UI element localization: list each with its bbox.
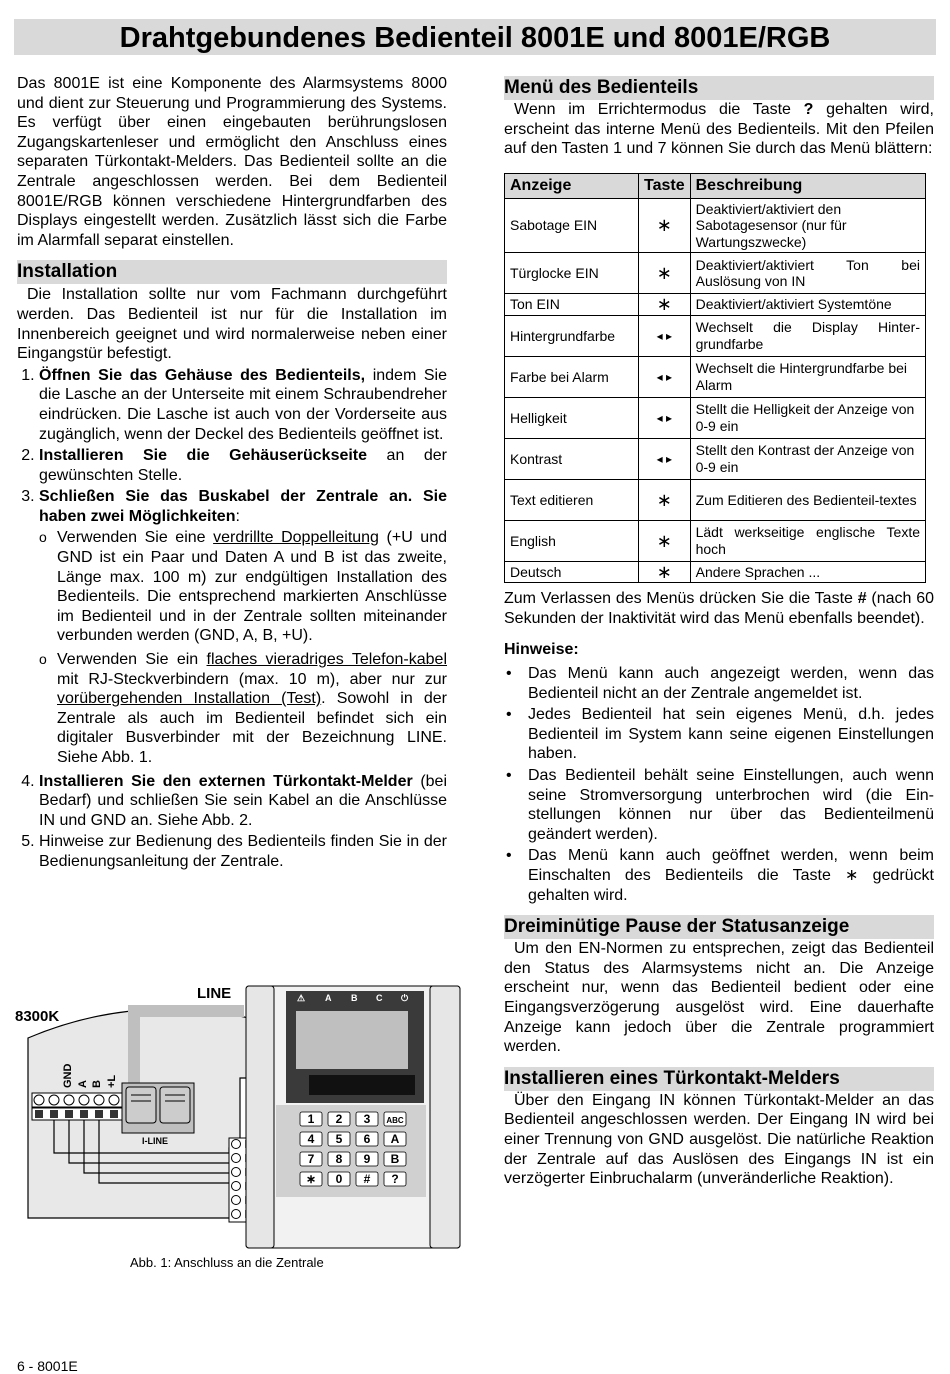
notes-heading: Hinweise: (504, 641, 579, 659)
table-row: Ton EIN ∗ Deaktiviert/aktiviert Systemtöne (505, 294, 926, 316)
step-5-text: Hinweise zur Bedienung des Bedienteils finden Sie in der Bedienungsanleitung der Zentrale. (39, 833, 447, 870)
menu-intro: Wenn im Errichtermodus die Taste ? gehalten wird, erscheint das interne Menü des Bedienteils. Mit den Pfeilen auf den Tasten 1 und 7 können Sie durch das Menü blättern: (504, 101, 934, 158)
arrow-keys-icon: ◂ ▸ (639, 356, 691, 397)
circle-bullet-icon: o (39, 529, 47, 546)
option-2-underline-2: vorübergehenden Installation (Test) (57, 690, 322, 708)
table-row: Deutsch ∗ Andere Sprachen ... (505, 561, 926, 583)
col-taste: Taste (639, 173, 691, 198)
menu-table (504, 173, 926, 584)
asterisk-key-icon: ∗ (845, 867, 859, 884)
bullet-icon: • (506, 767, 512, 785)
col-beschreibung: Beschreibung (690, 173, 925, 198)
svg-text:B: B (351, 993, 358, 1003)
panel-label: 8300K (15, 1008, 60, 1025)
asterisk-key-icon: ∗ (639, 294, 691, 316)
door-text: Über den Eingang IN können Türkontakt-Melder an das Bedienteil angeschlossen werden. Der Eingang IN wird bei einer Trennung von GND ausgelöst. Die natürliche Reaktion der Zentrale auf das Auslösen des Eingangs IN ist ein verzögerter Einbruchalarm (unveränderliche Reaktion). (504, 1091, 934, 1188)
page-title: Drahtgebundenes Bedienteil 8001E und 8001E/RGB (119, 22, 831, 54)
step-2-bold: Installieren Sie die Gehäuserückseite (39, 447, 368, 465)
svg-text:0: 0 (335, 1172, 343, 1186)
connection-options (39, 528, 447, 767)
step-1 (39, 366, 447, 444)
power-icon: ⏻ (401, 993, 409, 1003)
notes-list (504, 664, 934, 905)
svg-text:4: 4 (307, 1132, 315, 1146)
right-column (504, 76, 934, 1189)
svg-text:5: 5 (335, 1132, 343, 1146)
step-4-text: (bei Bedarf) und schließen Sie sein Kabel an die Anschlüsse IN und GND an. Siehe Abb. 2. (39, 772, 448, 829)
table-row: Sabotage EIN ∗ Deaktiviert/aktiviert den Sabotagesensor (nur für Wartungszwecke) (505, 198, 926, 253)
svg-text:9: 9 (363, 1152, 371, 1166)
svg-text:2: 2 (335, 1112, 343, 1126)
svg-text:3: 3 (363, 1112, 371, 1126)
step-4-bold: Installieren Sie den externen Türkontakt-Melder (39, 772, 413, 790)
list-item: • Das Bedienteil behält seine Einstellungen, auch wenn seine Stromversorgung unterbrochen wird (die Ein-stellungen können nur über das Bedienteilmenü geändert werden). (506, 767, 934, 843)
page-footer: 6 - 8001E (17, 1358, 78, 1374)
pause-text: Um den EN-Normen zu entsprechen, zeigt das Bedienteil den Status des Alarmsystems nicht an. Die Anzeige erscheint nur, wenn das Bedienteil bedient oder eine Eingangsverzögerung ausgelöst wird. Eine dauerhafte Anzeige kann jedoch über die Zentrale programmiert werden. (504, 940, 934, 1056)
asterisk-key-icon: ∗ (639, 561, 691, 583)
svg-text:∗: ∗ (305, 1172, 317, 1186)
step-2-text: an der gewünschten Stelle. (39, 447, 447, 484)
bullet-icon: • (506, 706, 512, 724)
warning-icon: ⚠ (297, 993, 306, 1003)
term-b-label: B (91, 1080, 103, 1088)
step-3-bold: Schließen Sie das Buskabel der Zentrale an. Sie haben zwei Möglichkeiten (39, 488, 447, 525)
svg-text:B: B (390, 1152, 400, 1166)
intro-paragraph: Das 8001E ist eine Komponente des Alarmsystems 8000 und dient zur Steuerung und Programmierung des Systems. Es verfügt über einen eingebauten berührungslosen Zugangskartenleser und ermöglicht den Anschluss eines separaten Türkontakt-Melders. Das Bedienteil sollte an die Zentrale angeschlossen werden. Bei dem Bedienteil 8001E/RGB können verschiedene Hintergrundfarben des Displays eingestellt werden. Zusätzlich lässt sich die Farbe im Alarmfall separat einstellen. (17, 75, 447, 249)
asterisk-key-icon: ∗ (639, 253, 691, 294)
rj-jack-2 (160, 1087, 190, 1123)
iline-label: I-LINE (142, 1136, 168, 1146)
svg-text:#: # (363, 1172, 371, 1186)
table-row: Kontrast ◂ ▸ Stellt den Kontrast der Anzeige von 0-9 ein (505, 438, 926, 479)
svg-text:A: A (325, 993, 332, 1003)
screw-terminals (32, 1093, 124, 1120)
option-phone-cable: o Verwenden Sie ein flaches vieradriges Telefon-kabel mit RJ-Steckverbindern (max. 10 m), aber nur zur vorübergehenden Installation (Test). Sowohl in der Zentrale als auch im Bedienteil befindet sich ein digitaler Busverbinder mit der Bezeichnung LINE. Siehe Abb. 1. (39, 651, 447, 766)
table-row: Text editieren ∗ Zum Editieren des Bedienteil-textes (505, 479, 926, 520)
option-2-underline-1: flaches vieradriges Telefon-kabel (206, 651, 447, 669)
wiring-diagram (14, 983, 464, 1253)
figure-caption: Abb. 1: Anschluss an die Zentrale (130, 1255, 324, 1270)
svg-text:6: 6 (363, 1132, 371, 1146)
svg-text:C: C (376, 993, 383, 1003)
installation-steps (17, 366, 447, 872)
table-row: Hintergrundfarbe ◂ ▸ Wechselt die Display Hinter-grundfarbe (505, 315, 926, 356)
option-1-underline: verdrillte Doppelleitung (213, 529, 379, 547)
list-item: • Das Menü kann auch angezeigt werden, wenn das Bedienteil nicht an der Zentrale angemeldet ist. (506, 665, 934, 702)
step-2 (39, 446, 447, 485)
asterisk-key-icon: ∗ (639, 198, 691, 253)
keypad-right-hinge (430, 986, 460, 1248)
step-3 (39, 487, 447, 767)
rj-jack-1 (126, 1087, 156, 1123)
wiring-figure (14, 983, 464, 1253)
svg-text:?: ? (391, 1172, 399, 1186)
option-twisted-pair: o Verwenden Sie eine verdrillte Doppelleitung (+U und GND ist ein Paar und Daten A und B ist das zweite, Länge max. 100 m) zur endgültigen Installation des Bedienteils. Die entsprechend markierten Anschlüsse im Bedienteil und in der Zentrale sollten miteinander verbunden werden (GND, A, B, +U). (39, 529, 447, 645)
list-item: • Jedes Bedienteil hat sein eigenes Menü, d.h. jedes Bedienteil im System kann seine eigenen Einstellungen haben. (506, 706, 934, 763)
term-gnd-label: GND (62, 1063, 74, 1088)
table-row: Helligkeit ◂ ▸ Stellt die Helligkeit der Anzeige von 0-9 ein (505, 397, 926, 438)
title-bar (14, 19, 936, 55)
term-a-label: A (77, 1080, 89, 1088)
left-column (17, 74, 447, 874)
arrow-keys-icon: ◂ ▸ (639, 397, 691, 438)
step-1-bold: Öffnen Sie das Gehäuse des Bedienteils, (39, 366, 366, 384)
svg-text:7: 7 (307, 1152, 315, 1166)
col-anzeige: Anzeige (505, 173, 639, 198)
arrow-keys-icon: ◂ ▸ (639, 315, 691, 356)
step-3-text: : (235, 507, 240, 525)
door-heading: Installieren eines Türkontakt-Melders (504, 1067, 934, 1091)
hash-key: # (857, 590, 867, 608)
bullet-icon: • (506, 665, 512, 683)
svg-text:1: 1 (307, 1112, 315, 1126)
bullet-icon: • (506, 847, 512, 865)
svg-text:8: 8 (335, 1152, 343, 1166)
pause-heading: Dreiminütige Pause der Statusanzeige (504, 915, 934, 939)
line-label: LINE (197, 985, 232, 1002)
installation-intro: Die Installation sollte nur vom Fachmann durchgeführt werden. Das Bedienteil ist nur für die Installation im Innenbereich geeignet und wird normalerweise neben einer Eingangstür befestigt. (17, 286, 447, 363)
keypad-lcd (296, 1011, 408, 1069)
step-1-text: indem Sie die Lasche an der Unterseite mit einem Schraubendreher eindrücken. Die Lasche ist auch von der Vorderseite aus zugänglich, wenn der Deckel des Bedienteils geöffnet ist. (39, 366, 447, 443)
table-row: Farbe bei Alarm ◂ ▸ Wechselt die Hintergrundfarbe bei Alarm (505, 356, 926, 397)
keypad-left-hinge (246, 986, 274, 1248)
asterisk-key-icon: ∗ (639, 479, 691, 520)
step-5 (39, 832, 447, 871)
svg-text:A: A (390, 1132, 400, 1146)
term-l-label: +L (106, 1074, 118, 1088)
svg-text:ABC: ABC (386, 1116, 404, 1125)
arrow-keys-icon: ◂ ▸ (639, 438, 691, 479)
table-row: English ∗ Lädt werkseitige englische Texte hoch (505, 520, 926, 561)
circle-bullet-icon: o (39, 651, 47, 668)
table-row: Türglocke EIN ∗ Deaktiviert/aktiviert Ton bei Auslösung von IN (505, 253, 926, 294)
menu-heading: Menü des Bedienteils (504, 76, 934, 100)
list-item: • Das Menü kann auch geöffnet werden, wenn beim Einschalten des Bedienteils die Taste ∗ gedrückt gehalten wird. (506, 847, 934, 904)
asterisk-key-icon: ∗ (639, 520, 691, 561)
question-key: ? (803, 101, 814, 118)
keypad-card-reader (309, 1075, 415, 1095)
installation-heading: Installation (17, 260, 447, 284)
menu-exit-text: Zum Verlassen des Menüs drücken Sie die Taste # (nach 60 Sekunden der Inaktivität wird das Menü ebenfalls beendet). (504, 590, 934, 627)
step-4 (39, 772, 447, 831)
